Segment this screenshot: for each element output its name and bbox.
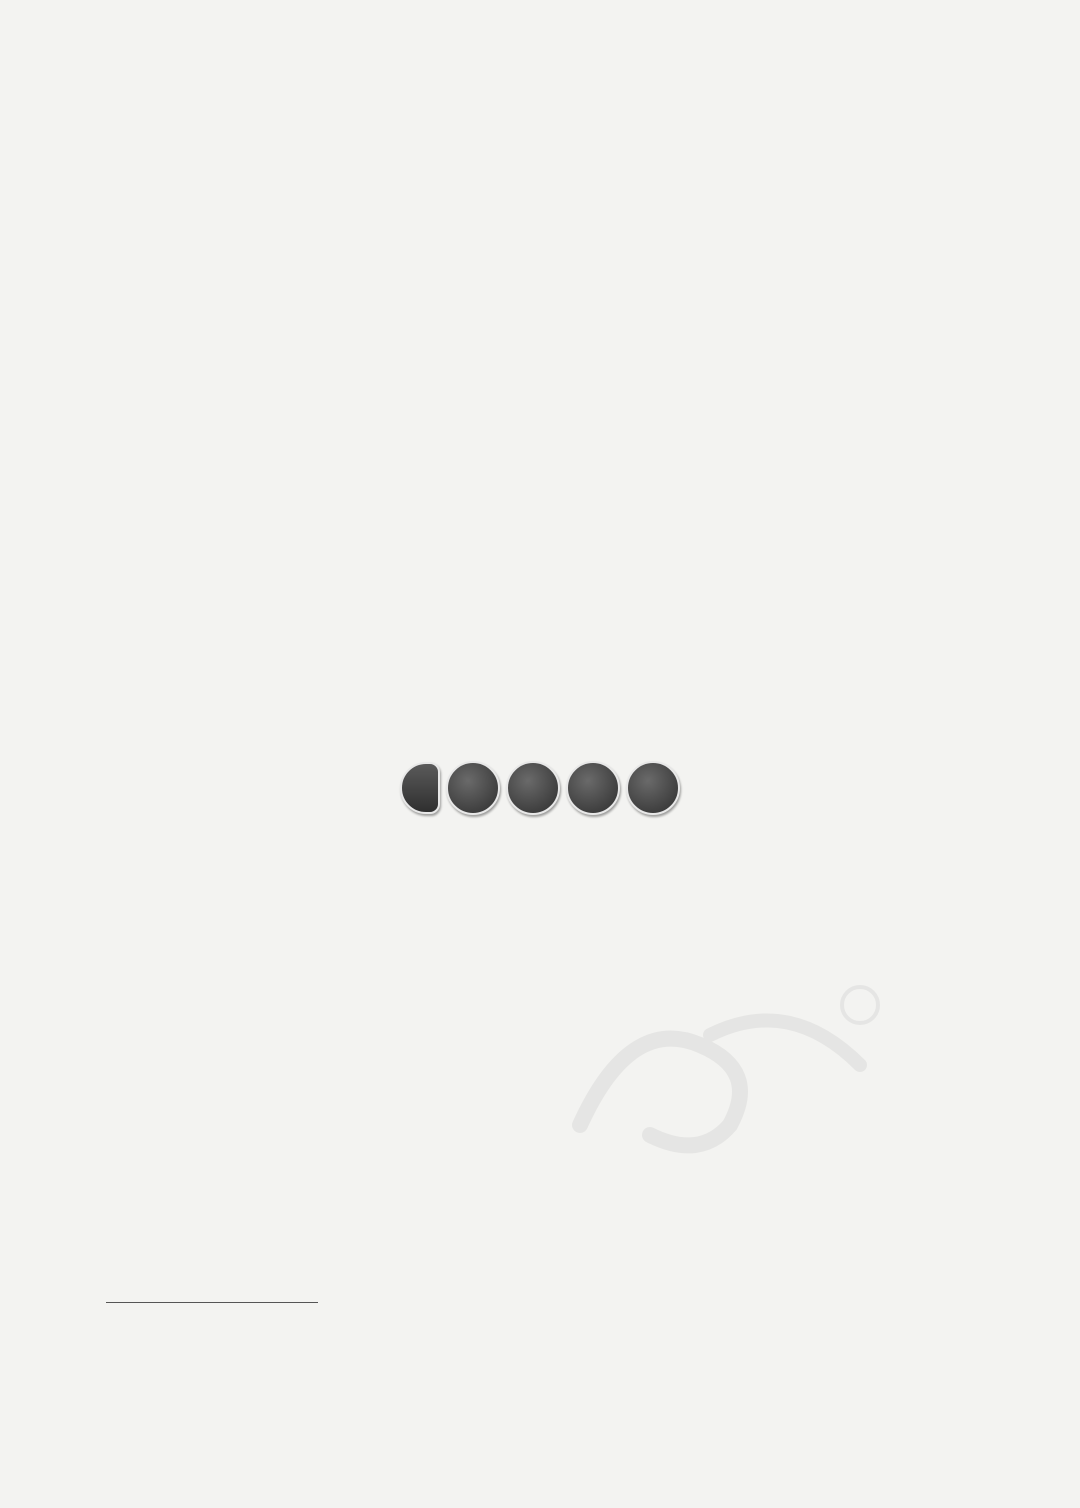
section-banner: [0, 757, 1080, 819]
footnote-divider: [106, 1302, 318, 1303]
section-char-badge: [626, 761, 680, 815]
section-number-badge: [400, 762, 440, 814]
publisher-watermark-logo: [560, 975, 890, 1165]
section-char-badge: [446, 761, 500, 815]
section-char-badge: [506, 761, 560, 815]
section-char-badge: [566, 761, 620, 815]
page-footer: [106, 1378, 116, 1402]
